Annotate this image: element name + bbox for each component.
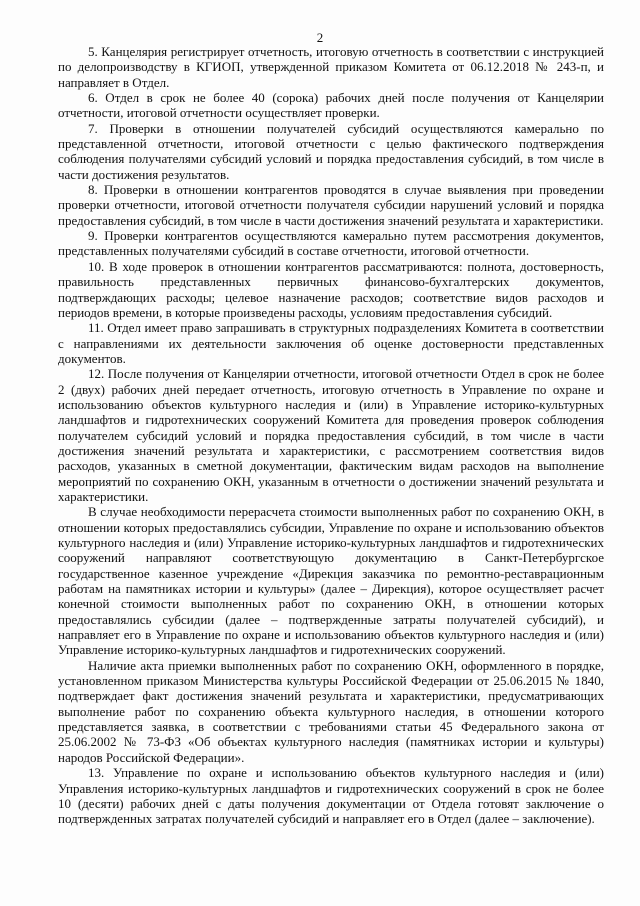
- paragraph-7: 7. Проверки в отношении получателей субсидий осуществляются камерально по представленной отчетности, итоговой отчетности с целью фактического подтверждения соблюдения получателями субсидий условий и порядка предоставления субсидий, в том числе в части достижения результатов.: [58, 120, 604, 182]
- page-number: 2: [316, 30, 324, 45]
- paragraph-11: 11. Отдел имеет право запрашивать в структурных подразделениях Комитета в соответствии с направлениями их деятельности заключения об оценке достоверности представленных документов.: [58, 320, 604, 366]
- paragraph-12-acceptance-act: Наличие акта приемки выполненных работ по сохранению ОКН, оформленного в порядке, установленном приказом Министерства культуры Российской Федерации от 25.06.2015 № 1840, подтверждает факт достижения значений результата и характеристики, предусматривающих выполнение работ по сохранению объекта культурного наследия, в отношении которого представляется заявка, в соответствии с требованиями статьи 45 Федерального закона от 25.06.2002 № 73-ФЗ «Об объектах культурного наследия (памятниках истории и культуры) народов Российской Федерации».: [58, 657, 604, 765]
- paragraph-8: 8. Проверки в отношении контрагентов проводятся в случае выявления при проведении проверки отчетности, итоговой отчетности получателя субсидии нарушений условий и порядка предоставления субсидий, в том числе в части достижения значений результата и характеристики.: [58, 182, 604, 228]
- paragraph-13: 13. Управление по охране и использованию объектов культурного наследия и (или) Управления историко-культурных ландшафтов и гидротехнических сооружений в срок не более 10 (десяти) рабочих дней с даты получения документации от Отдела готовят заключение о подтвержденных затратах получателей субсидий и направляет его в Отдел (далее – заключение).: [58, 765, 604, 827]
- document-body: [58, 44, 604, 827]
- paragraph-12: 12. После получения от Канцелярии отчетности, итоговой отчетности Отдел в срок не более 2 (двух) рабочих дней передает отчетность, итоговую отчетность в Управление по охране и использованию объектов культурного наследия и (или) в Управление историко-культурных ландшафтов и гидротехнических сооружений Комитета для проведения проверок соблюдения получателем субсидий условий и порядка предоставления субсидий, в том числе в части достижения значений результата и характеристики, с рассмотрением соответствия видов расходов, указанных в сметной документации, фактическим видам расходов на выполнение мероприятий по сохранению ОКН, указанным в отчетности о достижении значений результата и характеристики.: [58, 366, 604, 504]
- paragraph-9: 9. Проверки контрагентов осуществляются камерально путем рассмотрения документов, представленных получателями субсидий в составе отчетности, итоговой отчетности.: [58, 228, 604, 259]
- paragraph-10: 10. В ходе проверок в отношении контрагентов рассматриваются: полнота, достоверность, правильность представленных первичных финансово-бухгалтерских документов, подтверждающих расходы; целевое назначение расходов; соответствие видов расходов и периодов времени, в которые произведены расходы, условиям предоставления субсидий.: [58, 258, 604, 320]
- paragraph-5: 5. Канцелярия регистрирует отчетность, итоговую отчетность в соответствии с инструкцией по делопроизводству в КГИОП, утвержденной приказом Комитета от 06.12.2018 № 243-п, и направляет в Отдел.: [58, 44, 604, 90]
- paragraph-12-recalculation: В случае необходимости перерасчета стоимости выполненных работ по сохранению ОКН, в отношении которых предоставлялись субсидии, Управление по охране и использованию объектов культурного наследия и (или) Управление историко-культурных ландшафтов и гидротехнических сооружений направляют соответствующую документацию в Санкт-Петербургское государственное казенное учреждение «Дирекция заказчика по ремонтно-реставрационным работам на памятниках истории и культуры» (далее – Дирекция), которое осуществляет расчет конечной стоимости выполненных работ по сохранению ОКН, в отношении которых предоставлялись субсидии (далее – подтвержденные затраты получателей субсидий), и направляет его в Управление по охране и использованию объектов культурного наследия и (или) Управление историко-культурных ландшафтов и гидротехнических сооружений.: [58, 504, 604, 658]
- paragraph-6: 6. Отдел в срок не более 40 (сорока) рабочих дней после получения от Канцелярии отчетности, итоговой отчетности осуществляет проверки.: [58, 90, 604, 121]
